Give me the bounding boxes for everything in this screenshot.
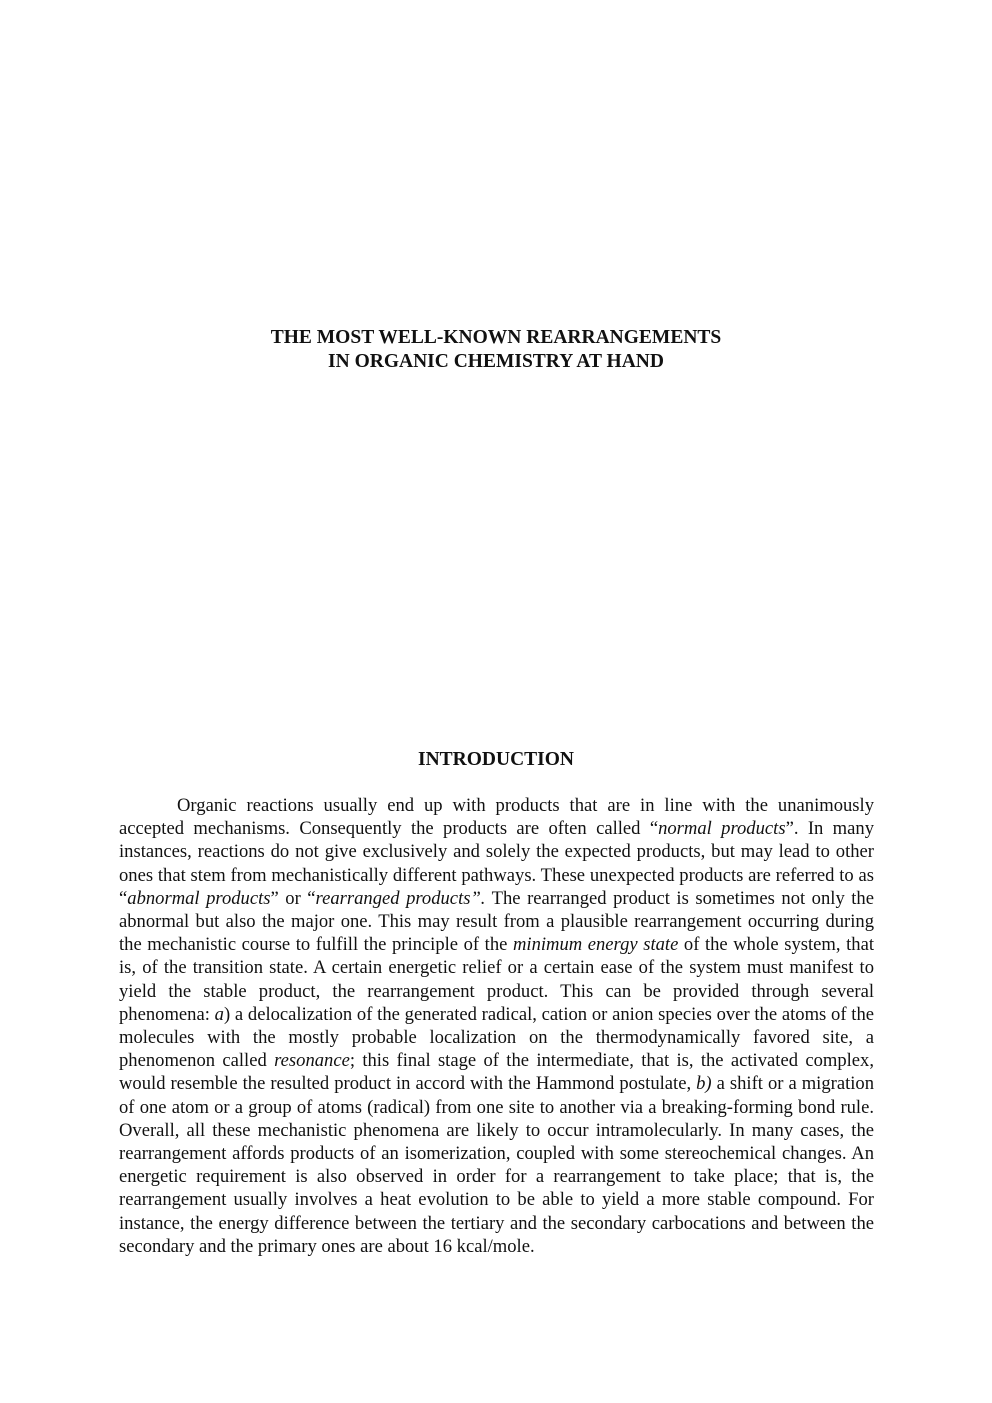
text-segment: Organic reactions usually end up with products that are in line with the unanimously accepted mechanisms. Consequently the products are often called “: [119, 795, 874, 840]
italic-list-marker-b: b): [696, 1073, 712, 1095]
text-segment: The rearranged product is sometimes not only the abnormal but also the major one. This may result from a plausible rearrangement occurring during the mechanistic course to fulfill the principle of the: [119, 887, 874, 956]
italic-term-resonance: resonance: [274, 1050, 350, 1072]
italic-list-marker-a: a: [214, 1003, 224, 1025]
page-title: [0, 326, 992, 374]
italic-term-minimum-energy-state: minimum energy state: [512, 934, 679, 956]
text-segment: ) a delocalization of the generated radical, cation or anion species over the atoms of the molecules with the mostly probable localization on the thermodynamically favored site, a phenomenon called: [119, 1003, 874, 1072]
introduction-paragraph: [119, 794, 874, 1258]
text-segment: ” or “: [270, 887, 316, 909]
text-segment: ”. In many instances, reactions do not give exclusively and solely the expected products, but may lead to other ones that stem from mechanistically different pathways. These unexpected products are referred to as “: [119, 818, 874, 909]
italic-term-abnormal-products: abnormal products: [127, 887, 271, 909]
section-heading-introduction: INTRODUCTION: [417, 749, 575, 770]
italic-term-normal-products: normal products: [658, 818, 786, 840]
title-line-1: THE MOST WELL-KNOWN REARRANGEMENTS: [270, 327, 722, 348]
italic-term-rearranged-products: rearranged products”.: [315, 887, 486, 909]
text-segment: of the whole system, that is, of the transition state. A certain energetic relief or a certain ease of the system must manifest to yield the stable product, the rearrangement product. This can be provided through several phenomena:: [119, 934, 874, 1025]
title-line-2: IN ORGANIC CHEMISTRY AT HAND: [328, 351, 664, 372]
text-segment: ; this final stage of the intermediate, that is, the activated complex, would resemble the resulted product in accord with the Hammond postulate,: [119, 1050, 874, 1095]
text-segment: a shift or a migration of one atom or a group of atoms (radical) from one site to another via a breaking-forming bond rule. Overall, all these mechanistic phenomena are likely to occur intramolecularly. In many cases, the rearrangement affords products of an isomerization, coupled with some stereochemical changes. An energetic requirement is also observed in order for a rearrangement to take place; that is, the rearrangement usually involves a heat evolution to be able to yield a more stable compound. For instance, the energy difference between the tertiary and the secondary carbocations and between the secondary and the primary ones are about 16 kcal/mole.: [119, 1073, 874, 1257]
